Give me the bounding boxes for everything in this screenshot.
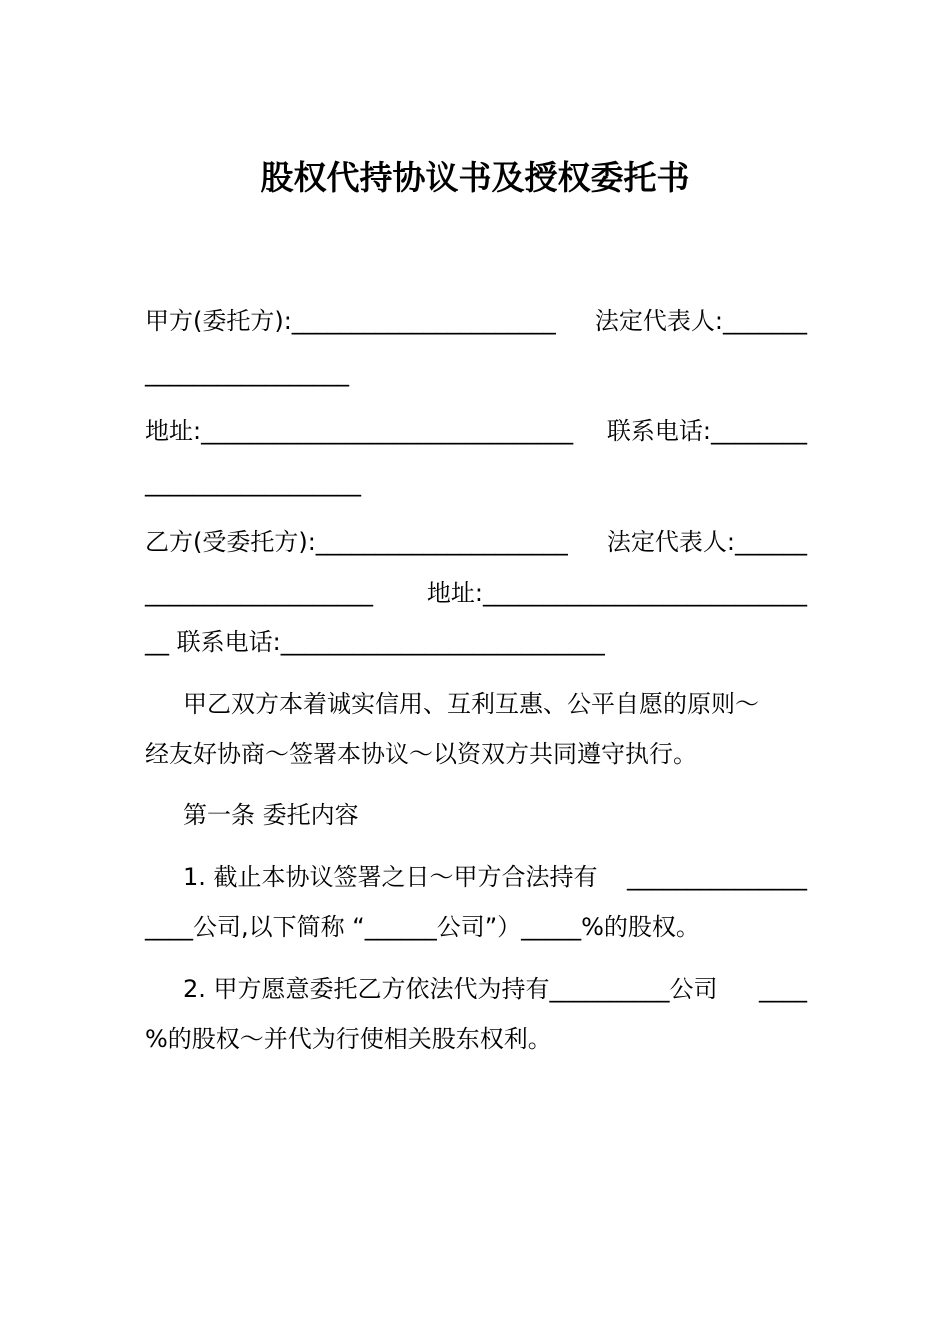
party-b-address: 地址:___________________________ — [426, 579, 807, 607]
party-a-line-continued: _________________ — [145, 359, 349, 387]
party-a-line — [145, 304, 807, 338]
party-b-legal-rep-continued: ___________________ — [145, 579, 373, 607]
article-1-item-2-blank: ____ — [759, 975, 807, 1003]
party-b-phone-line: __ 联系电话:___________________________ — [145, 628, 605, 656]
article-1-item-1-text: 1. 截止本协议签署之日～甲方合法持有 — [183, 863, 598, 891]
party-b-legal-rep: 法定代表人:______ — [606, 528, 807, 556]
article-1-item-2-text: 2. 甲方愿意委托乙方依法代为持有__________公司 — [183, 975, 718, 1003]
article-1-item-2-line-1 — [145, 972, 807, 1006]
article-1-item-1-line-1 — [145, 860, 807, 894]
article-1-item-2-line-2: %的股权～并代为行使相关股东权利。 — [145, 1025, 552, 1053]
party-b-label: 乙方(受委托方):_____________________ — [145, 528, 568, 556]
party-b-line — [145, 525, 807, 559]
article-1-item-1-blank: _______________ — [627, 863, 807, 891]
party-a-phone: 联系电话:________ — [606, 417, 807, 445]
party-a-address-continued: __________________ — [145, 469, 361, 497]
party-a-label: 甲方(委托方):______________________ — [145, 307, 556, 335]
party-b-line-continued — [145, 576, 807, 610]
preamble-line-1: 甲乙双方本着诚实信用、互利互惠、公平自愿的原则～ — [183, 690, 759, 718]
article-1-heading: 第一条 委托内容 — [183, 801, 359, 829]
document-title: 股权代持协议书及授权委托书 — [260, 158, 690, 197]
preamble-line-2: 经友好协商～签署本协议～以资双方共同遵守执行。 — [145, 740, 697, 768]
article-1-item-1-line-2: ____公司,以下简称 “______公司”）_____%的股权。 — [145, 913, 700, 941]
party-a-legal-rep: 法定代表人:_______ — [594, 307, 807, 335]
party-a-address: 地址:_______________________________ — [145, 417, 574, 445]
party-a-address-line — [145, 414, 807, 448]
